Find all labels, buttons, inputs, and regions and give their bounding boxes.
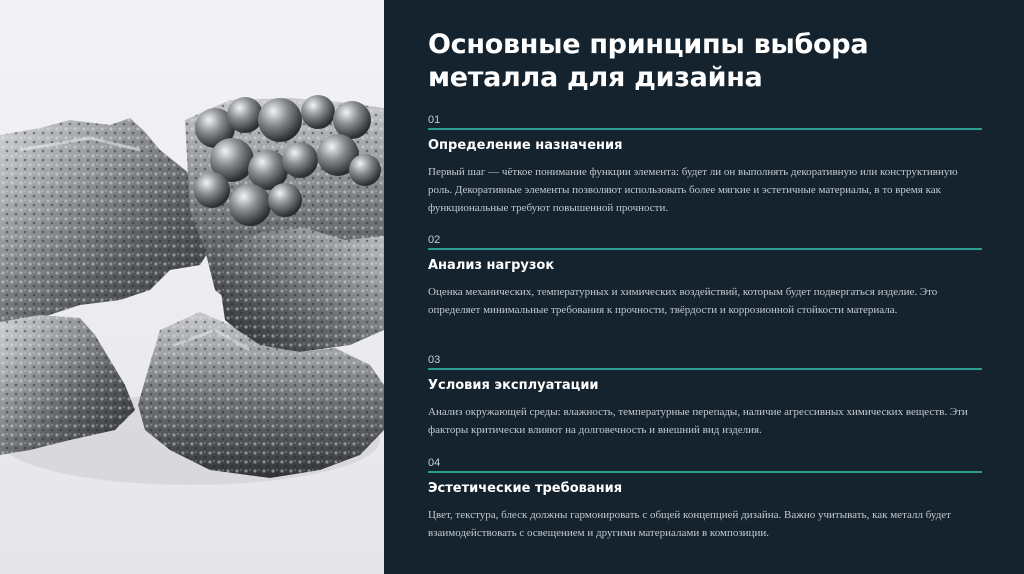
slide-title: Основные принципы выбора металла для дизайна [428, 29, 869, 93]
section-03 [428, 354, 982, 439]
metal-pieces-illustration [0, 0, 384, 574]
section-number: 03 [428, 354, 441, 366]
section-02 [428, 234, 982, 319]
section-divider [428, 368, 982, 370]
section-text: Цвет, текстура, блеск должны гармонировать с общей концепцией дизайна. Важно учитывать, как металл будет взаимодействовать с освещением и другими материалами в композиции. [428, 509, 951, 539]
section-04 [428, 457, 982, 542]
section-divider [428, 471, 982, 473]
section-heading: Эстетические требования [428, 481, 623, 496]
section-text: Анализ окружающей среды: влажность, температурные перепады, наличие агрессивных химических веществ. Эти факторы критически влияют на долговечность и внешний вид изделия. [428, 406, 968, 436]
section-number: 01 [428, 114, 441, 126]
section-heading: Определение назначения [428, 138, 623, 153]
section-01 [428, 114, 982, 217]
section-number: 02 [428, 234, 441, 246]
section-text: Оценка механических, температурных и химических воздействий, которым будет подвергаться изделие. Это определяет минимальные требования к прочности, твёрдости и коррозионной стойкости материала. [428, 286, 938, 316]
section-divider [428, 248, 982, 250]
metal-nuggets-photo [0, 0, 384, 574]
section-text: Первый шаг — чёткое понимание функции элемента: будет ли он выполнять декоративную или конструктивную роль. Декоративные элементы позволяют использовать более мягкие и эстетичные материалы, в то время как функциональные требуют повышенной прочности. [428, 166, 958, 214]
section-heading: Анализ нагрузок [428, 258, 555, 273]
section-heading: Условия эксплуатации [428, 378, 599, 393]
content-panel [384, 0, 1024, 574]
section-divider [428, 128, 982, 130]
section-number: 04 [428, 457, 441, 469]
